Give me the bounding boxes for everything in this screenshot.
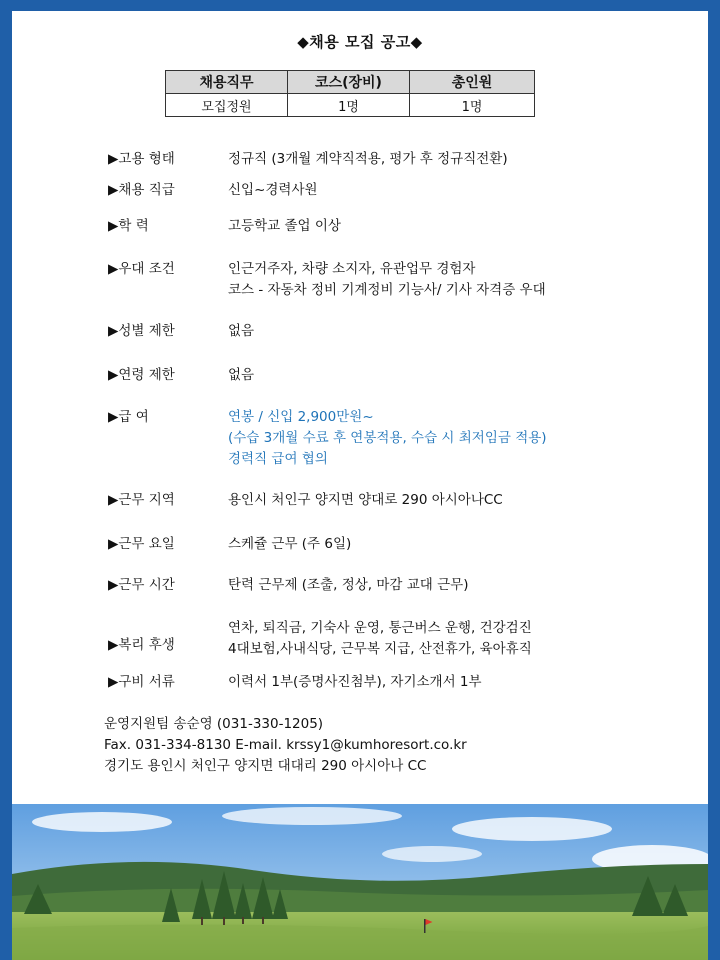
item-value: 정규직 (3개월 계약직적용, 평가 후 정규직전환) (228, 151, 508, 167)
header-cell-job: 채용직무 (166, 71, 288, 94)
cell-course-count: 1명 (288, 94, 410, 117)
contact-address: 경기도 용인시 처인구 양지면 대대리 290 아시아나 CC (104, 758, 427, 774)
item-label: ▶근무 지역 (108, 492, 175, 508)
item-value: 신입~경력사원 (228, 182, 318, 198)
item-label: ▶근무 시간 (108, 577, 175, 593)
job-posting-sheet (12, 11, 708, 960)
item-value: 이력서 1부(증명사진첨부), 자기소개서 1부 (228, 674, 482, 690)
item-value: (수습 3개월 수료 후 연봉적용, 수습 시 최저임금 적용) (228, 430, 547, 446)
item-label: ▶우대 조건 (108, 261, 175, 277)
item-value: 경력직 급여 협의 (228, 451, 328, 467)
item-value: 용인시 처인구 양지면 양대로 290 아시아나CC (228, 492, 503, 508)
summary-table-header (166, 71, 535, 94)
item-value: 4대보험,사내식당, 근무복 지급, 산전휴가, 육아휴직 (228, 641, 532, 657)
item-label: ▶복리 후생 (108, 637, 175, 653)
item-value: 연봉 / 신입 2,900만원~ (228, 409, 374, 425)
item-label: ▶채용 직급 (108, 182, 175, 198)
item-value: 없음 (228, 367, 255, 383)
item-label: ▶고용 형태 (108, 151, 175, 167)
item-label: ▶구비 서류 (108, 674, 175, 690)
golf-course-photo (12, 804, 708, 960)
posting-title: ◆채용 모집 공고◆ (297, 33, 423, 51)
item-value: 탄력 근무제 (조출, 정상, 마감 교대 근무) (228, 577, 469, 593)
item-label: ▶성별 제한 (108, 323, 175, 339)
contact-block (104, 714, 467, 777)
summary-table-row (166, 94, 535, 117)
item-value: 스케쥴 근무 (주 6일) (228, 536, 352, 552)
header-cell-total: 총인원 (410, 71, 535, 94)
item-value: 고등학교 졸업 이상 (228, 218, 341, 234)
item-value: 없음 (228, 323, 255, 339)
contact-person: 운영지원팀 송순영 (031-330-1205) (104, 716, 324, 732)
item-value: 연차, 퇴직금, 기숙사 운영, 통근버스 운행, 건강검진 (228, 620, 532, 636)
summary-table (165, 70, 535, 117)
item-label: ▶급 여 (108, 409, 149, 425)
cell-total-count: 1명 (410, 94, 535, 117)
item-value: 코스 - 자동차 정비 기계정비 기능사/ 기사 자격증 우대 (228, 282, 546, 298)
item-label: ▶근무 요일 (108, 536, 175, 552)
contact-fax-email: Fax. 031-334-8130 E-mail. krssy1@kumhoresort.co.kr (104, 737, 467, 753)
item-label: ▶연령 제한 (108, 367, 175, 383)
header-cell-course: 코스(장비) (288, 71, 410, 94)
item-label: ▶학 력 (108, 218, 149, 234)
cell-recruit-quota: 모집정원 (166, 94, 288, 117)
item-value: 인근거주자, 차량 소지자, 유관업무 경험자 (228, 261, 476, 277)
